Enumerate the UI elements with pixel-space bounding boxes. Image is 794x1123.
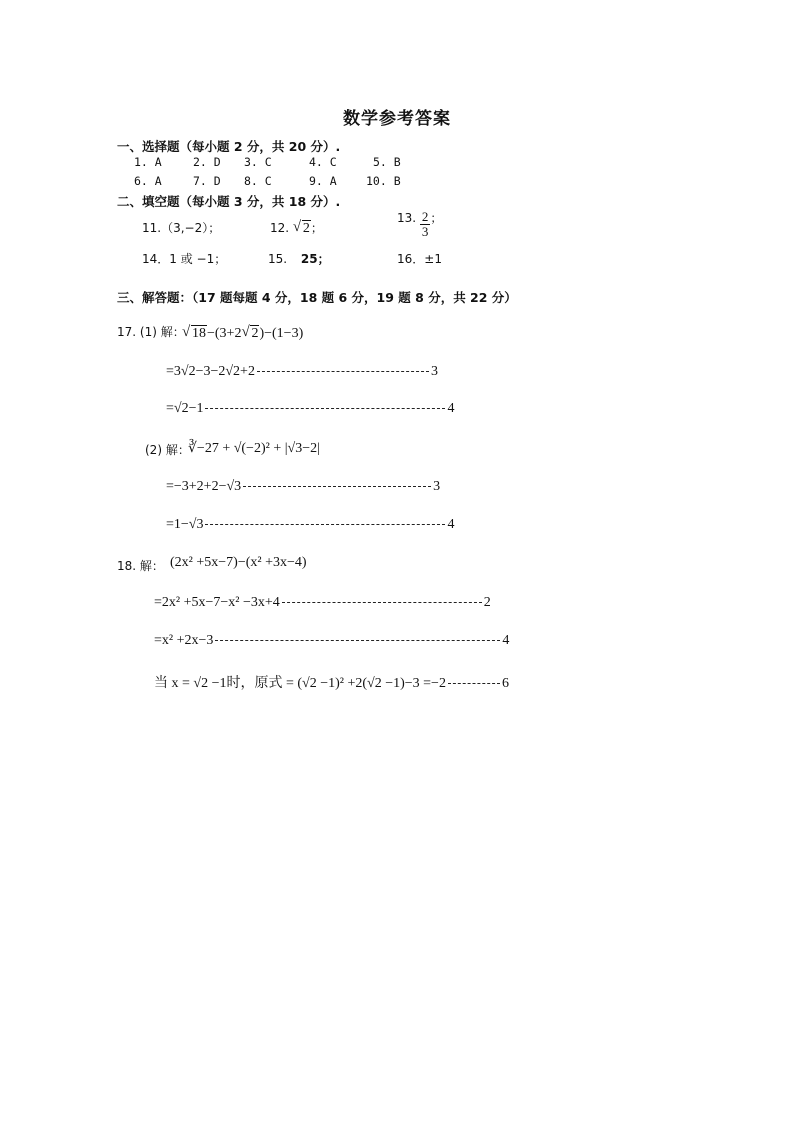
score-mark: 6 bbox=[501, 676, 509, 691]
answer-10: 10. B bbox=[366, 174, 401, 188]
problem-17b-label: (2) 解： bbox=[145, 443, 190, 457]
problem-17a-expression: √ 18−(3+2√ 2)−(1−3) bbox=[182, 326, 303, 342]
fill-answer-11: 11.（3,−2）； bbox=[142, 221, 221, 235]
problem-17a-step1: =3√2−3−2√2+2 3 bbox=[166, 364, 438, 379]
answer-1: 1. A bbox=[134, 155, 162, 169]
answer-8: 8. C bbox=[244, 174, 272, 188]
problem-17b-step1: =−3+2+2−√3 3 bbox=[166, 479, 441, 494]
problem-17a-step2: =√2−1 4 bbox=[166, 401, 455, 416]
problem-18-label: 18. 解： bbox=[117, 559, 164, 573]
answer-7: 7. D bbox=[193, 174, 221, 188]
problem-17b-step2: =1−√3 4 bbox=[166, 517, 455, 532]
answer-4: 4. C bbox=[309, 155, 337, 169]
score-mark: 4 bbox=[447, 517, 455, 532]
section-heading-solutions: 三、解答题：（17 题每题 4 分，18 题 6 分，19 题 8 分，共 22 分） bbox=[117, 290, 517, 305]
problem-17-label: 17. (1) 解： bbox=[117, 325, 185, 339]
answer-3: 3. C bbox=[244, 155, 272, 169]
page-title: 数学参考答案 bbox=[343, 109, 451, 129]
fill-answer-14: 14．1 或 −1； bbox=[142, 252, 227, 266]
answer-9: 9. A bbox=[309, 174, 337, 188]
problem-18-expression: (2x² +5x−7)−(x² +3x−4) bbox=[170, 555, 307, 570]
answer-2: 2. D bbox=[193, 155, 221, 169]
fill-answer-12: 12. √ 2； bbox=[270, 219, 323, 237]
score-mark: 2 bbox=[483, 595, 491, 610]
section-heading-fill: 二、填空题（每小题 3 分，共 18 分）. bbox=[117, 194, 341, 209]
score-mark: 3 bbox=[433, 479, 441, 494]
problem-17b-expression: ∛−27 + √(−2)² + |√3−2| bbox=[188, 441, 320, 456]
sqrt-symbol: √ 2 bbox=[293, 221, 311, 237]
answer-6: 6. A bbox=[134, 174, 162, 188]
fraction: $\frac{2}{3}$ bbox=[421, 209, 429, 239]
fill-answer-15: 15. 25； bbox=[268, 252, 330, 266]
fill-answer-16: 16．±1 bbox=[397, 252, 442, 266]
problem-18-step3: 当 x = √2 −1时，原式 = (√2 −1)² +2(√2 −1)−3 =−2 6 bbox=[154, 676, 509, 691]
problem-18-step1: =2x² +5x−7−x² −3x+4 2 bbox=[154, 595, 491, 610]
answer-5: 5. B bbox=[373, 155, 401, 169]
problem-18-step2: =x² +2x−3 4 bbox=[154, 633, 510, 648]
score-mark: 4 bbox=[447, 401, 455, 416]
fill-answer-13: 13. $\frac{2}{3}$ ； bbox=[397, 209, 443, 239]
score-mark: 4 bbox=[502, 633, 510, 648]
score-mark: 3 bbox=[430, 364, 438, 379]
section-heading-choice: 一、选择题（每小题 2 分，共 20 分）. bbox=[117, 139, 341, 154]
